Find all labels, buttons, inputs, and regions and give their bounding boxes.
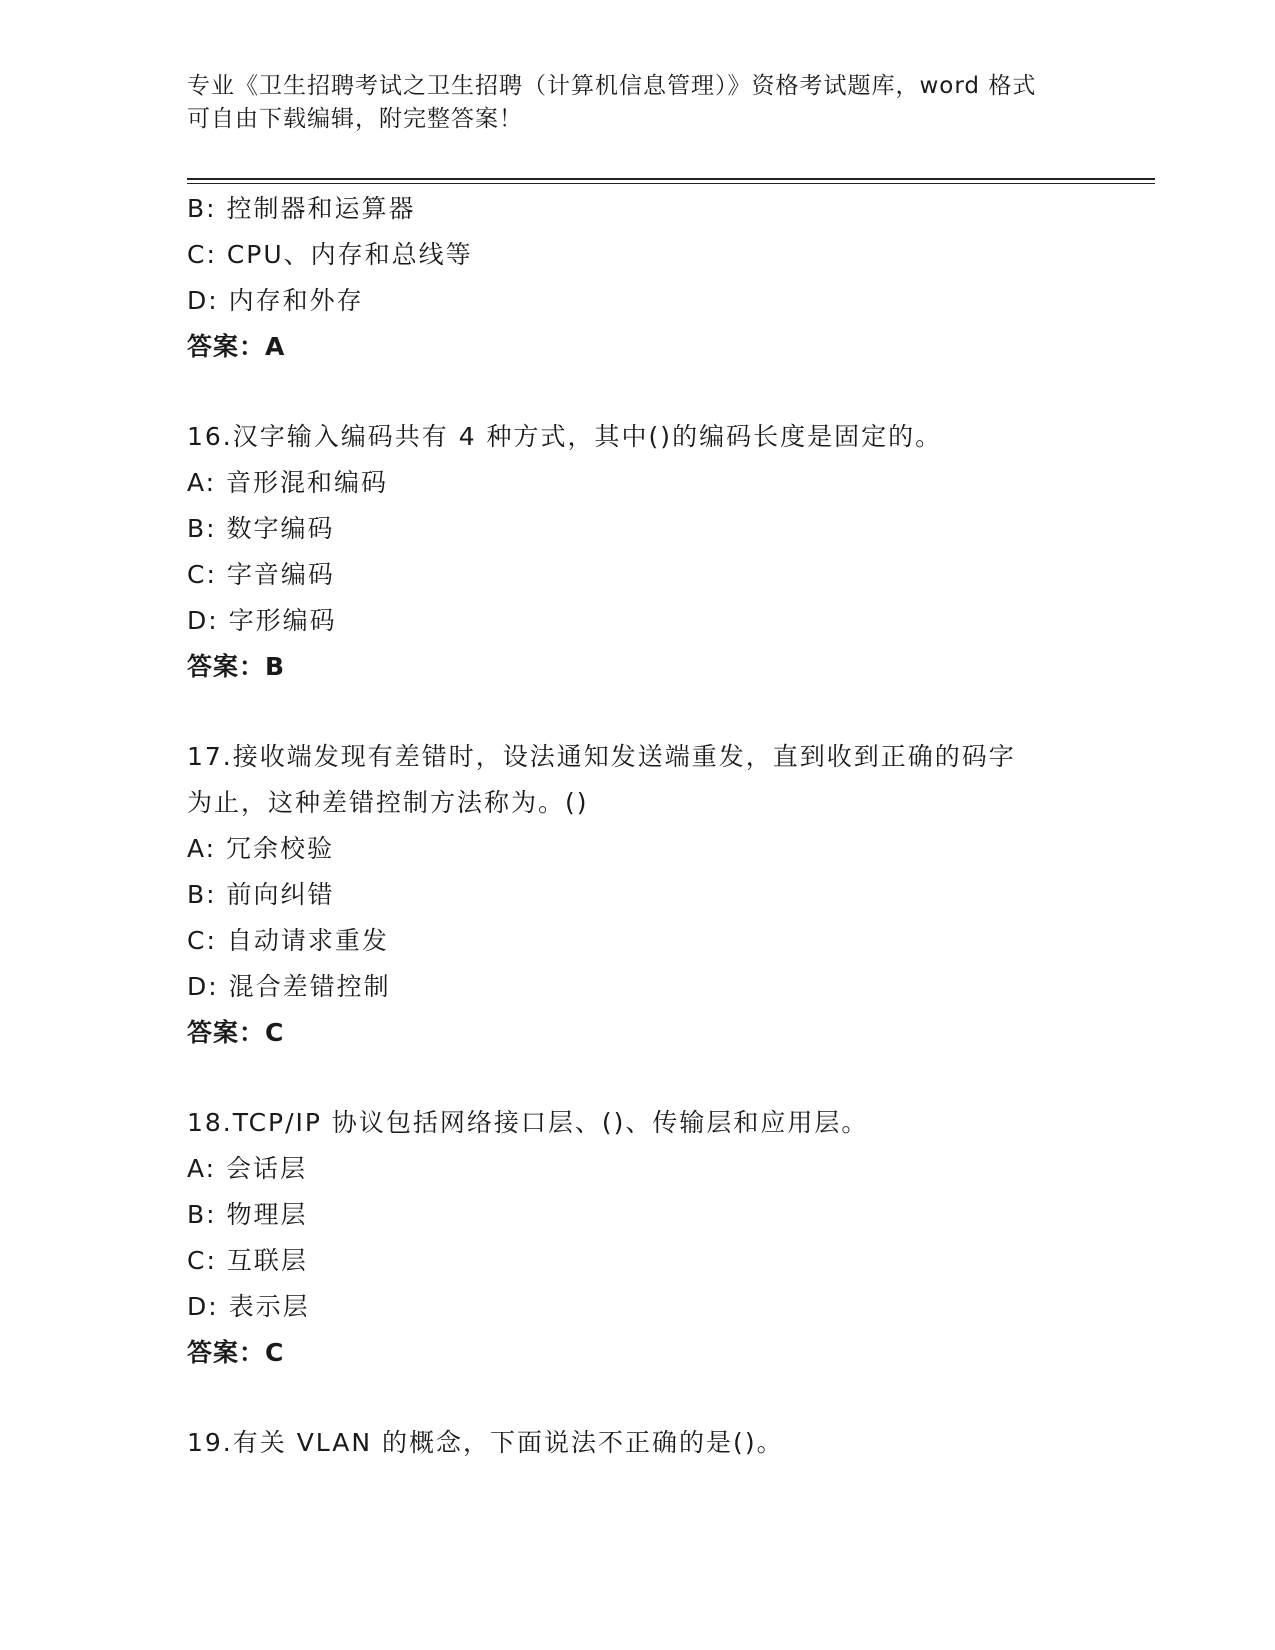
question-stem: 18.TCP/IP 协议包括网络接口层、()、传输层和应用层。 (187, 1108, 869, 1137)
spacer (187, 1056, 1127, 1100)
option-b: B: 前向纠错 (187, 880, 335, 909)
question-16 (187, 414, 1127, 690)
header-title-line-1: 专业《卫生招聘考试之卫生招聘（计算机信息管理）》资格考试题库，word 格式 (187, 73, 1037, 99)
option-a: A: 音形混和编码 (187, 468, 389, 497)
option-b: B: 数字编码 (187, 514, 335, 543)
option-d: D: 内存和外存 (187, 286, 364, 315)
question-17 (187, 734, 1127, 1056)
question-18 (187, 1100, 1127, 1376)
option-c: C: 互联层 (187, 1246, 308, 1275)
option-b: B: 物理层 (187, 1200, 308, 1229)
option-a: A: 冗余校验 (187, 834, 335, 863)
answer: 答案：C (187, 1338, 285, 1367)
option-d: D: 混合差错控制 (187, 972, 391, 1001)
spacer (187, 370, 1127, 414)
option-d: D: 字形编码 (187, 606, 337, 635)
question-stem-line-2: 为止，这种差错控制方法称为。() (187, 788, 589, 817)
option-d: D: 表示层 (187, 1292, 310, 1321)
answer: 答案：B (187, 652, 286, 681)
header-rule-thin (187, 183, 1155, 184)
document-header (187, 70, 1067, 136)
answer: 答案：C (187, 1018, 285, 1047)
option-c: C: 字音编码 (187, 560, 335, 589)
question-19 (187, 1420, 1127, 1466)
question-list (187, 186, 1127, 1466)
option-a: A: 会话层 (187, 1154, 308, 1183)
question-stem: 16.汉字输入编码共有 4 种方式，其中()的编码长度是固定的。 (187, 422, 943, 451)
question-stem: 19.有关 VLAN 的概念，下面说法不正确的是()。 (187, 1428, 784, 1457)
header-rule-thick (187, 178, 1155, 180)
question-15 (187, 186, 1127, 370)
spacer (187, 690, 1127, 734)
header-title-line-2: 可自由下载编辑，附完整答案！ (187, 106, 523, 132)
spacer (187, 1376, 1127, 1420)
answer: 答案：A (187, 332, 286, 361)
question-stem-line-1: 17.接收端发现有差错时，设法通知发送端重发，直到收到正确的码字 (187, 742, 1016, 771)
option-b: B: 控制器和运算器 (187, 194, 416, 223)
option-c: C: CPU、内存和总线等 (187, 240, 473, 269)
option-c: C: 自动请求重发 (187, 926, 389, 955)
